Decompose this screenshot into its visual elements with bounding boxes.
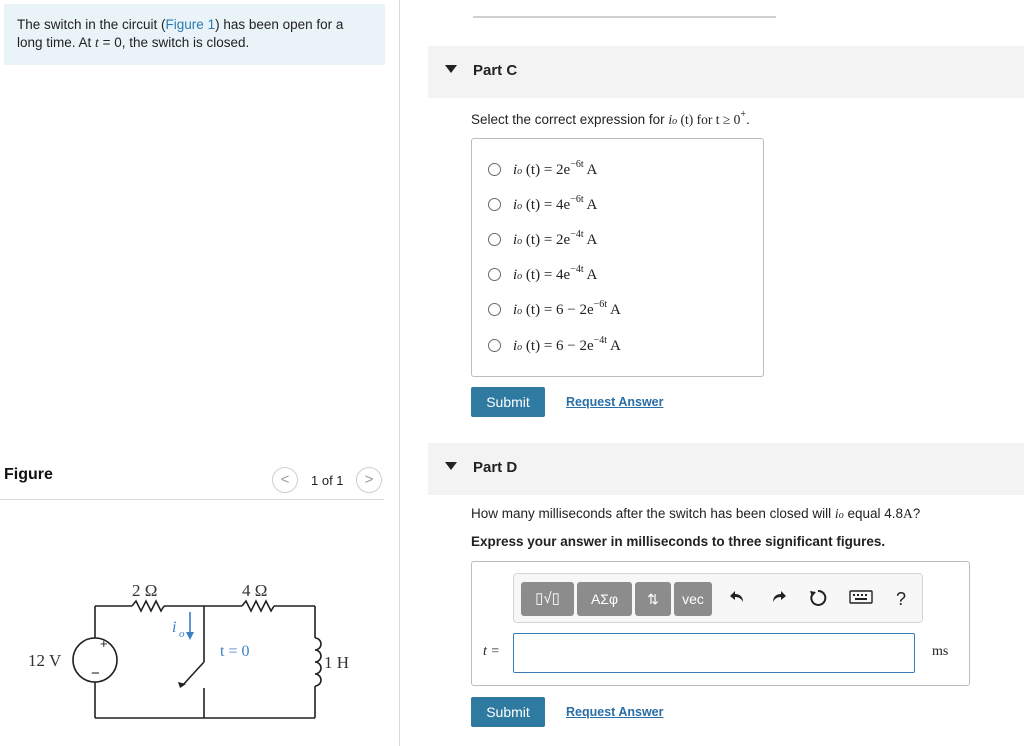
choice-expression: io $(t) = 6 - 2e^{-4t}$ A — [513, 335, 621, 354]
radio-button[interactable] — [488, 233, 501, 246]
part-c-header[interactable] — [428, 46, 1024, 98]
divider — [473, 16, 776, 18]
radio-button[interactable] — [488, 303, 501, 316]
answer-area — [471, 561, 970, 686]
answer-label: t = — [483, 644, 500, 659]
choice-expression: io $(t) = 4e^{-4t}$ A — [513, 264, 598, 283]
part-d-header[interactable] — [428, 443, 1024, 495]
undo-icon[interactable] — [727, 588, 749, 610]
choice-option[interactable] — [488, 193, 597, 215]
resistor-4ohm — [242, 601, 274, 611]
greek-symbols-button[interactable]: ΑΣφ — [577, 582, 632, 616]
source-plus: + — [100, 636, 108, 651]
resistor-2ohm — [132, 601, 164, 611]
prompt-sub: o — [838, 510, 844, 521]
prompt-var: i — [668, 112, 673, 127]
reset-icon[interactable] — [807, 588, 829, 610]
inductor-label: 1 H — [324, 653, 350, 672]
source-minus: − — [91, 665, 100, 682]
prompt-sub: o — [672, 116, 678, 127]
vector-button[interactable]: vec — [674, 582, 712, 616]
templates-button[interactable]: ▯√▯ — [521, 582, 574, 616]
part-c-submit-button[interactable]: Submit — [471, 387, 545, 417]
switch-blade — [182, 662, 204, 686]
figure-pager: 1 of 1 — [311, 473, 344, 488]
choice-option[interactable] — [488, 334, 621, 356]
next-figure-button[interactable]: > — [356, 467, 382, 493]
intro-text-2: ) has been open for a long time. At — [17, 17, 344, 50]
r2-label: 4 Ω — [242, 581, 268, 600]
prompt-mid: (t) for — [677, 112, 716, 127]
radio-button[interactable] — [488, 339, 501, 352]
intro-var: t — [95, 35, 99, 50]
choice-option[interactable] — [488, 228, 597, 250]
figure-link[interactable]: Figure 1 — [165, 17, 216, 32]
figure-title: Figure — [4, 466, 53, 483]
choice-expression: io $(t) = 4e^{-6t}$ A — [513, 194, 598, 213]
prompt-after: equal 4.8 — [843, 506, 903, 521]
r1-label: 2 Ω — [132, 581, 158, 600]
prompt-end: . — [746, 112, 750, 127]
choice-expression: io $(t) = 2e^{-4t}$ A — [513, 229, 598, 248]
radio-button[interactable] — [488, 163, 501, 176]
problem-panel — [0, 0, 400, 746]
prev-figure-button[interactable]: < — [272, 467, 298, 493]
math-toolbar — [513, 573, 923, 623]
figure-header — [0, 460, 384, 500]
prompt-text: Select the correct expression for — [471, 112, 669, 127]
prompt-unit: A — [903, 506, 913, 521]
problem-statement — [4, 4, 385, 65]
part-d-title: Part D — [473, 459, 518, 476]
prompt-sup: + — [740, 109, 747, 120]
radio-button[interactable] — [488, 268, 501, 281]
choice-expression: io $(t) = 6 - 2e^{-6t}$ A — [513, 299, 621, 318]
part-d-request-answer-link[interactable]: Request Answer — [566, 705, 664, 719]
choice-option[interactable] — [488, 158, 597, 180]
part-d-instruction: Express your answer in milliseconds to three significant figures. — [471, 534, 886, 549]
keyboard-icon[interactable] — [848, 588, 874, 610]
choice-list — [471, 138, 764, 377]
intro-text-3: = 0, the switch is closed. — [98, 35, 250, 50]
help-icon[interactable]: ? — [895, 589, 906, 609]
collapse-triangle-icon[interactable] — [445, 65, 457, 73]
inductor — [315, 638, 321, 686]
prompt-var: i — [834, 506, 839, 521]
prompt-cond: t ≥ 0 — [715, 112, 741, 127]
source-label: 12 V — [28, 651, 62, 670]
current-sub: o — [179, 628, 185, 640]
choice-option[interactable] — [488, 263, 597, 285]
choice-expression: io $(t) = 2e^{-6t}$ A — [513, 159, 598, 178]
prompt-text: How many milliseconds after the switch has been closed will — [471, 506, 835, 521]
part-c-request-answer-link[interactable]: Request Answer — [566, 395, 664, 409]
circuit-diagram — [20, 570, 360, 730]
part-d-prompt — [471, 506, 920, 522]
choice-option[interactable] — [488, 298, 621, 320]
switch-label: t = 0 — [220, 643, 250, 660]
part-c-prompt — [471, 109, 750, 128]
unit-label: ms — [932, 644, 949, 659]
answer-input[interactable] — [513, 633, 915, 673]
radio-button[interactable] — [488, 198, 501, 211]
redo-icon[interactable] — [767, 588, 789, 610]
prompt-end: ? — [912, 506, 921, 521]
current-label: i — [172, 619, 177, 636]
part-d-submit-button[interactable]: Submit — [471, 697, 545, 727]
collapse-triangle-icon[interactable] — [445, 462, 457, 470]
subscript-superscript-button[interactable]: ⇅ — [635, 582, 671, 616]
part-c-title: Part C — [473, 62, 518, 79]
current-arrow — [186, 632, 194, 640]
intro-text: The switch in the circuit ( — [17, 17, 166, 32]
